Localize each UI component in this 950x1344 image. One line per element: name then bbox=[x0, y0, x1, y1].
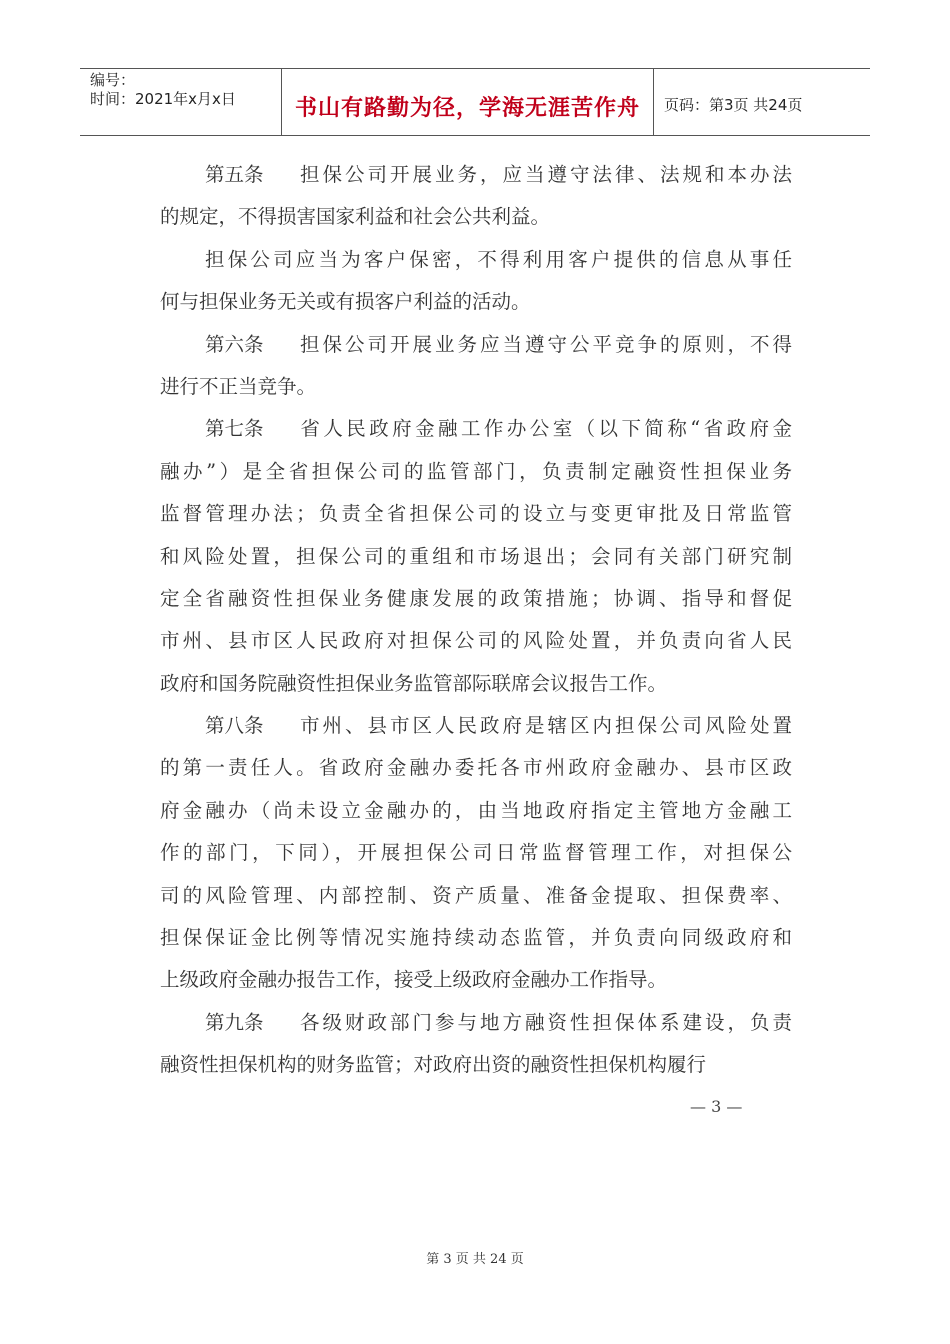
paragraph-line bbox=[160, 620, 792, 662]
page-number-mark: — 3 — bbox=[690, 1097, 743, 1116]
paragraph-line bbox=[160, 790, 792, 832]
paragraph bbox=[160, 408, 792, 705]
line-text: 的第一责任人。省政府金融办委托各市州政府金融办、县市区政 bbox=[160, 756, 792, 780]
line-text: 市州、县市区人民政府是辖区内担保公司风险处置 bbox=[297, 714, 792, 738]
line-text: 担保保证金比例等情况实施持续动态监管，并负责向同级政府和 bbox=[160, 926, 792, 950]
line-text: 监督管理办法；负责全省担保公司的设立与变更审批及日常监管 bbox=[160, 502, 792, 526]
line-text: 融办”）是全省担保公司的监管部门，负责制定融资性担保业务 bbox=[160, 459, 792, 483]
paragraph-line bbox=[160, 705, 792, 747]
line-text: 担保公司应当为客户保密，不得利用客户提供的信息从事任 bbox=[205, 247, 792, 271]
header-slogan-cell bbox=[282, 69, 654, 135]
paragraph bbox=[160, 324, 792, 409]
page-footer: 第 3 页 共 24 页 bbox=[426, 1252, 524, 1267]
paragraph-line bbox=[160, 875, 792, 917]
paragraph-line bbox=[160, 324, 792, 366]
header-meta bbox=[80, 69, 282, 135]
paragraph-line bbox=[160, 747, 792, 789]
paragraph-line bbox=[160, 917, 792, 959]
document-time-label: 时间：2021年x月x日 bbox=[90, 90, 236, 108]
line-text: 何与担保业务无关或有损客户利益的活动。 bbox=[160, 290, 531, 314]
line-text: 省人民政府金融工作办公室（以下简称“省政府金 bbox=[297, 417, 792, 441]
line-text: 和风险处置，担保公司的重组和市场退出；会同有关部门研究制 bbox=[160, 544, 792, 568]
line-text: 担保公司开展业务，应当遵守法律、法规和本办法 bbox=[297, 163, 792, 186]
header-page-label: 页码：第3页 共24页 bbox=[664, 96, 803, 114]
paragraph-line bbox=[160, 154, 792, 196]
paragraph-line bbox=[160, 832, 792, 874]
paragraph-line bbox=[160, 536, 792, 578]
line-text: 担保公司开展业务应当遵守公平竞争的原则，不得 bbox=[297, 332, 792, 356]
paragraph-line bbox=[160, 196, 792, 238]
line-text: 定全省融资性担保业务健康发展的政策措施；协调、指导和督促 bbox=[160, 586, 792, 610]
paragraph-line bbox=[160, 366, 792, 408]
paragraph-line bbox=[160, 493, 792, 535]
paragraph bbox=[160, 154, 792, 239]
document-header bbox=[80, 68, 870, 136]
paragraph-line bbox=[160, 1002, 792, 1044]
document-number-label: 编号： bbox=[90, 71, 136, 89]
line-text: 上级政府金融办报告工作，接受上级政府金融办工作指导。 bbox=[160, 968, 668, 992]
paragraph-line bbox=[160, 663, 792, 705]
paragraph-line bbox=[160, 959, 792, 1001]
article-number: 第五条 bbox=[205, 163, 264, 186]
paragraph bbox=[160, 705, 792, 1002]
paragraph bbox=[160, 1002, 792, 1087]
line-text: 市州、县市区人民政府对担保公司的风险处置，并负责向省人民 bbox=[160, 629, 792, 653]
line-text: 进行不正当竞争。 bbox=[160, 374, 317, 398]
line-text: 各级财政部门参与地方融资性担保体系建设，负责 bbox=[297, 1010, 792, 1034]
line-text: 作的部门，下同），开展担保公司日常监督管理工作，对担保公 bbox=[160, 841, 792, 865]
article-number: 第九条 bbox=[205, 1010, 264, 1034]
article-number: 第六条 bbox=[205, 332, 264, 356]
paragraph-line bbox=[160, 1044, 792, 1086]
line-text: 政府和国务院融资性担保业务监管部际联席会议报告工作。 bbox=[160, 671, 668, 695]
line-text: 融资性担保机构的财务监管；对政府出资的融资性担保机构履行 bbox=[160, 1053, 707, 1077]
paragraph-line bbox=[160, 408, 792, 450]
header-slogan: 书山有路勤为径，学海无涯苦作舟 bbox=[294, 96, 640, 121]
paragraph-line bbox=[160, 239, 792, 281]
paragraph-line bbox=[160, 578, 792, 620]
header-page-cell bbox=[654, 69, 870, 135]
paragraph-line bbox=[160, 281, 792, 323]
article-number: 第八条 bbox=[205, 714, 264, 738]
paragraph bbox=[160, 239, 792, 324]
line-text: 的规定，不得损害国家利益和社会公共利益。 bbox=[160, 205, 551, 229]
paragraph-line bbox=[160, 451, 792, 493]
article-number: 第七条 bbox=[205, 417, 264, 441]
line-text: 府金融办（尚未设立金融办的，由当地政府指定主管地方金融工 bbox=[160, 798, 792, 822]
document-body bbox=[160, 154, 792, 1087]
line-text: 司的风险管理、内部控制、资产质量、准备金提取、担保费率、 bbox=[160, 883, 792, 907]
